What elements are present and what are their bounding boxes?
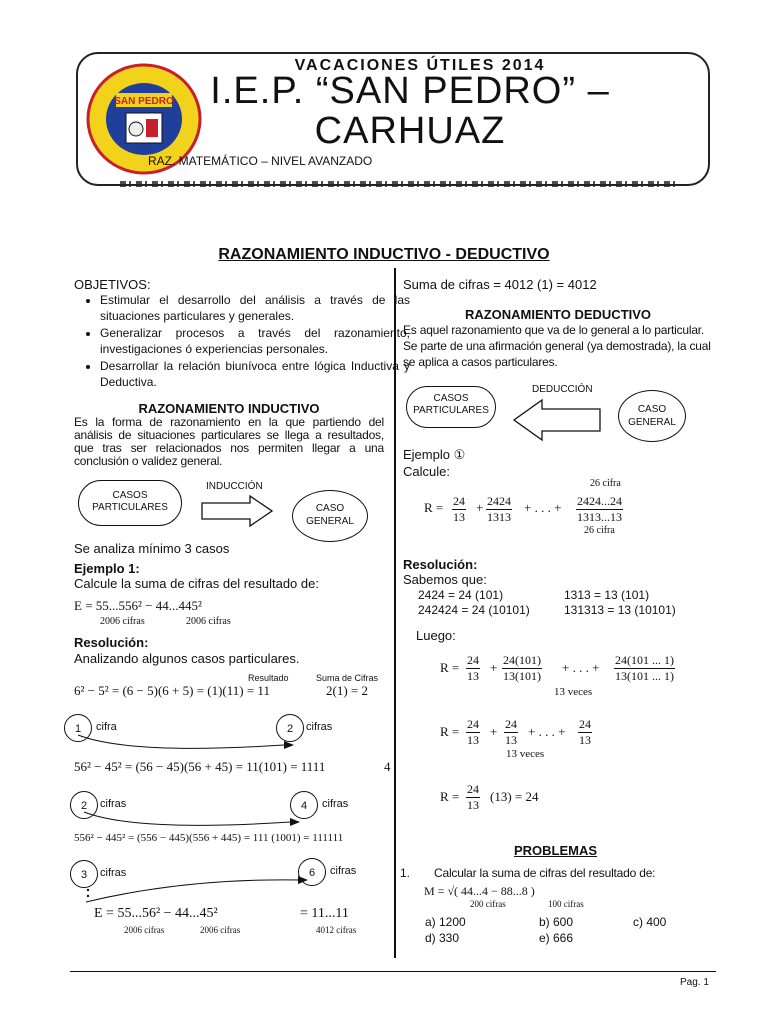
- case1-right-label: cifras: [306, 721, 333, 733]
- fraction-24-13: $\frac{24}{13}$: [467, 717, 479, 747]
- case1-right-circle: 2: [276, 714, 304, 742]
- case1-sum: 2(1) = 2: [326, 683, 368, 698]
- ejemplo1-statement: Calcule la suma de cifras del resultado de:: [74, 576, 319, 591]
- case1-formula: 6² − 5² = (6 − 5)(6 + 5) = (1)(11) = 11: [74, 683, 270, 698]
- under-label: 4012 cifras: [316, 925, 357, 935]
- ellipsis-plus: + . . . +: [562, 660, 600, 675]
- identity-2a: 242424 = 24 (10101): [418, 603, 530, 617]
- case3-arrow: [76, 876, 316, 904]
- fraction-2424-1313: $\frac{2424}{1313}$: [487, 494, 511, 524]
- objetivo-item: • Desarrollar la relación biunívoca entre lógica Inductiva y Deductiva.: [100, 358, 410, 390]
- casos-particulares-cloud: CASOS PARTICULARES: [78, 480, 182, 526]
- resolucion-label: Resolución:: [403, 557, 478, 572]
- under-label: 2006 cifras: [200, 925, 241, 935]
- resolucion-text: Analizando algunos casos particulares.: [74, 651, 300, 666]
- fraction-24-13: $\frac{24}{13}$: [579, 717, 591, 747]
- ejemplo1-label: Ejemplo 1:: [74, 561, 140, 576]
- fraction-24-13: $\frac{24}{13}$: [453, 494, 465, 524]
- fraction-24-13: $\frac{24}{13}$: [467, 653, 479, 683]
- caso-general-circle: CASO GENERAL: [618, 390, 686, 442]
- problemas-heading: PROBLEMAS: [514, 843, 598, 858]
- inductivo-heading: RAZONAMIENTO INDUCTIVO: [138, 401, 320, 416]
- resolucion-label: Resolución:: [74, 635, 149, 650]
- header-decoration-strip: [120, 181, 680, 187]
- deduccion-arrow: [512, 398, 604, 442]
- option-e: e) 666: [539, 931, 574, 945]
- col-resultado-label: Resultado: [248, 673, 289, 683]
- objetivo-item: • Generalizar procesos a través del razonamiento, investigaciones ó experiencias personales.: [100, 325, 410, 357]
- R-label: R =: [440, 660, 460, 675]
- case2-left-label: cifras: [100, 798, 127, 810]
- svg-text:SAN PEDRO: SAN PEDRO: [114, 96, 174, 107]
- deduccion-label: DEDUCCIÓN: [532, 384, 593, 395]
- fraction-24-13: $\frac{24}{13}$: [505, 717, 517, 747]
- case3-right-circle: 6: [298, 858, 326, 886]
- deductivo-heading: RAZONAMIENTO DEDUCTIVO: [464, 307, 652, 322]
- ejemplo-label: Ejemplo ①: [403, 447, 466, 462]
- luego-label: Luego:: [416, 628, 456, 643]
- under-label: 200 cifras: [470, 899, 506, 909]
- fraction-general: $\frac{2424...24}{1313...13}$: [577, 494, 622, 524]
- induccion-label: INDUCCIÓN: [206, 481, 263, 492]
- R-label: R =: [424, 500, 444, 515]
- problem1-statement: Calcular la suma de cifras del resultado de:: [434, 866, 656, 880]
- final-formula-E: E = 55...56² − 44...45²: [94, 906, 218, 921]
- ellipsis-plus: + . . . +: [528, 724, 566, 739]
- option-d: d) 330: [425, 931, 460, 945]
- under-label: 26 cifra: [584, 525, 615, 536]
- fraction-factored: $\frac{24(101)}{13(101)}$: [503, 653, 541, 683]
- veces-label: 13 veces: [506, 748, 545, 760]
- col-suma-label: Suma de Cifras: [316, 673, 379, 683]
- case1-left-circle: 1: [64, 714, 92, 742]
- identity-2b: 131313 = 13 (10101): [564, 603, 676, 617]
- deductivo-definition: Es aquel razonamiento que va de lo general a lo particular. Se parte de una afirmación general (ya demostrada), la cual se aplica a casos particulares.: [403, 323, 711, 369]
- caso-general-circle: CASO GENERAL: [292, 490, 368, 542]
- case2-formula: 56² − 45² = (56 − 45)(56 + 45) = 11(101) = 1111: [74, 759, 326, 774]
- R-label: R =: [440, 724, 460, 739]
- veces-label: 13 veces: [554, 686, 593, 698]
- case3-right-label: cifras: [330, 865, 357, 877]
- fraction-24-13: $\frac{24}{13}$: [467, 782, 479, 812]
- case2-right-label: cifras: [322, 798, 349, 810]
- final-result: = 11...11: [300, 906, 349, 921]
- footer-rule: [70, 971, 716, 972]
- induccion-arrow: [200, 494, 276, 528]
- case2-right-circle: 4: [290, 791, 318, 819]
- option-b: b) 600: [539, 915, 574, 929]
- objetivos-list: [74, 292, 410, 391]
- under-label: 2006 cifras: [186, 616, 231, 627]
- inductivo-definition: Es la forma de razonamiento en la que partiendo del análisis de situaciones particulares se llega a resultados, que tras ser relacionados nos permiten llegar a una conclusión o validez general.: [74, 415, 384, 468]
- under-label: 2006 cifras: [124, 925, 165, 935]
- under-label: 100 cifras: [548, 899, 584, 909]
- case3-formula: 556² − 445² = (556 − 445)(556 + 445) = 111 (1001) = 111111: [74, 832, 344, 844]
- case2-sum: 4: [384, 759, 391, 774]
- school-name-line1: I.E.P. “SAN PEDRO” –: [210, 70, 610, 112]
- option-c: c) 400: [633, 915, 667, 929]
- ellipsis-plus: + . . . +: [524, 500, 562, 515]
- case3-left-label: cifras: [100, 867, 127, 879]
- suma-cifras-result: Suma de cifras = 4012 (1) = 4012: [403, 277, 597, 292]
- problem1-formula: M = √( 44...4 − 88...8 ): [424, 884, 535, 898]
- document-title: RAZONAMIENTO INDUCTIVO - DEDUCTIVO: [218, 246, 550, 263]
- case1-arrow: [70, 733, 300, 755]
- identity-1a: 2424 = 24 (101): [418, 588, 504, 602]
- case2-left-circle: 2: [70, 791, 98, 819]
- casos-particulares-cloud: CASOS PARTICULARES: [406, 386, 496, 428]
- case3-left-circle: 3: [70, 860, 98, 888]
- objetivo-item: • Estimular el desarrollo del análisis a través de las situaciones particulares y generales.: [100, 292, 410, 324]
- option-a: a) 1200: [425, 915, 466, 929]
- case1-left-label: cifra: [96, 721, 117, 733]
- R-result: (13) = 24: [490, 789, 539, 804]
- objetivos-label: OBJETIVOS:: [74, 277, 151, 292]
- under-label: 2006 cifras: [100, 616, 145, 627]
- course-level: RAZ. MATEMÁTICO – NIVEL AVANZADO: [148, 154, 373, 168]
- identity-1b: 1313 = 13 (101): [564, 588, 650, 602]
- min-cases-note: Se analiza mínimo 3 casos: [74, 541, 230, 556]
- R-label: R =: [440, 789, 460, 804]
- sabemos-label: Sabemos que:: [403, 572, 487, 587]
- calcule-label: Calcule:: [403, 464, 450, 479]
- vacaciones-banner: VACACIONES ÚTILES 2014: [294, 57, 546, 74]
- formula-E: E = 55...556² − 44...445²: [74, 598, 202, 613]
- fraction-factored-general: $\frac{24(101 ... 1)}{13(101 ... 1)}$: [615, 653, 674, 683]
- problem-number: 1.: [400, 866, 411, 880]
- over-label: 26 cifra: [590, 478, 621, 489]
- school-name-line2: CARHUAZ: [314, 110, 506, 152]
- case2-arrow: [76, 810, 306, 832]
- page-number: Pag. 1: [680, 977, 709, 988]
